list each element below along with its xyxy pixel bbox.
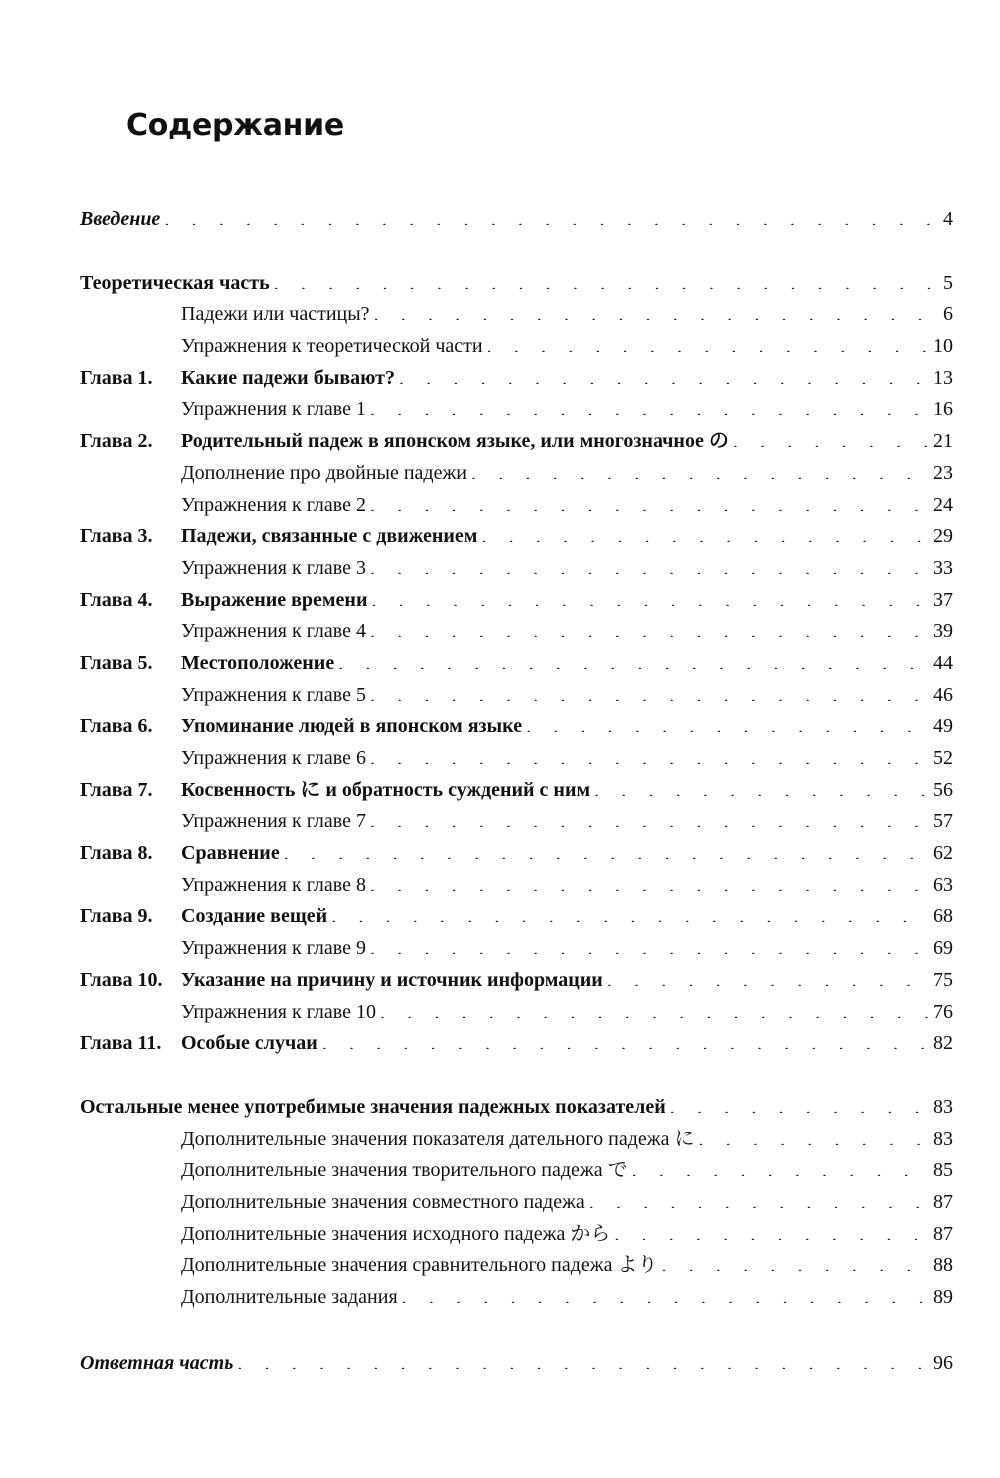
dot-leader bbox=[402, 1283, 931, 1303]
toc-entry-title: Дополнение про двойные падежи bbox=[181, 461, 467, 484]
toc-chapter-entry[interactable] bbox=[80, 1028, 953, 1060]
dot-leader bbox=[164, 205, 937, 225]
toc-page-number: 49 bbox=[933, 715, 953, 738]
toc-page-number: 63 bbox=[933, 873, 953, 896]
toc-entry-title: Ответная часть bbox=[80, 1351, 234, 1374]
toc-entry-title: Упражнения к главе 8 bbox=[181, 873, 366, 896]
dot-leader bbox=[471, 459, 931, 479]
toc-page-number: 57 bbox=[933, 810, 953, 833]
dot-leader bbox=[274, 269, 937, 289]
toc-entry-title: Косвенность に и обратность суждений с ним bbox=[181, 778, 591, 801]
dot-leader bbox=[284, 839, 931, 859]
toc-chapter-label: Глава 1. bbox=[80, 366, 153, 389]
toc-entry-title: Упражнения к главе 4 bbox=[181, 620, 366, 643]
toc-page-number: 89 bbox=[933, 1286, 953, 1308]
toc-entry-title: Выражение времени bbox=[181, 588, 368, 611]
toc-entry-title: Дополнительные значения совместного падежа bbox=[181, 1190, 585, 1213]
toc-subentry[interactable] bbox=[80, 870, 953, 902]
toc-chapter-entry[interactable] bbox=[80, 838, 953, 870]
toc-subentry[interactable] bbox=[80, 1187, 953, 1219]
toc-subentry[interactable] bbox=[80, 997, 953, 1029]
toc-chapter-entry[interactable] bbox=[80, 711, 953, 743]
toc-subentry[interactable] bbox=[80, 553, 953, 585]
toc-page-number: 87 bbox=[933, 1190, 953, 1213]
dot-leader bbox=[237, 1349, 931, 1369]
toc-chapter-entry[interactable] bbox=[80, 775, 953, 807]
toc-entry-title: Упражнения к главе 6 bbox=[181, 747, 366, 769]
dot-leader bbox=[370, 934, 931, 954]
toc-section-entry[interactable] bbox=[80, 268, 953, 300]
toc-page-number: 33 bbox=[933, 556, 953, 579]
toc-subentry[interactable] bbox=[80, 1282, 953, 1314]
toc-page-number: 29 bbox=[933, 525, 953, 548]
dot-leader bbox=[370, 491, 931, 511]
page-title: Содержание bbox=[126, 108, 344, 143]
toc-page-number: 37 bbox=[933, 588, 953, 611]
toc-page-number: 24 bbox=[933, 493, 953, 516]
toc-entry-title: Остальные менее употребимые значения падежных показателей bbox=[80, 1095, 666, 1118]
toc-page-number: 96 bbox=[933, 1351, 953, 1374]
toc-entry-title: Падежи или частицы? bbox=[181, 303, 370, 326]
toc-subentry[interactable] bbox=[80, 490, 953, 522]
toc-entry-title: Особые случаи bbox=[181, 1032, 318, 1055]
toc-entry-title: Введение bbox=[80, 208, 161, 230]
toc-entry-title: Дополнительные значения творительного падежа で bbox=[181, 1159, 628, 1182]
dot-leader bbox=[331, 902, 931, 922]
toc-subentry[interactable] bbox=[80, 458, 953, 490]
toc-entry-title: Теоретическая часть bbox=[80, 271, 270, 294]
toc-entry-title: Родительный падеж в японском языке, или многозначное の bbox=[181, 430, 729, 453]
dot-leader bbox=[370, 617, 931, 637]
toc-page-number: 16 bbox=[933, 398, 953, 421]
toc-chapter-entry[interactable] bbox=[80, 965, 953, 997]
toc-page-number: 39 bbox=[933, 620, 953, 643]
toc-entry-title: Какие падежи бывают? bbox=[181, 366, 395, 389]
toc-page-number: 13 bbox=[933, 366, 953, 389]
toc-subentry[interactable] bbox=[80, 1219, 953, 1251]
dot-leader bbox=[370, 395, 931, 415]
toc-chapter-label: Глава 11. bbox=[80, 1032, 162, 1055]
toc-entry-title: Упражнения к теоретической части bbox=[181, 335, 483, 358]
toc-entry-title: Создание вещей bbox=[181, 905, 328, 928]
toc-chapter-label: Глава 10. bbox=[80, 968, 163, 991]
toc-page-number: 82 bbox=[933, 1032, 953, 1055]
toc-page-number: 44 bbox=[933, 651, 953, 674]
toc-page-number: 76 bbox=[933, 1000, 953, 1023]
dot-leader bbox=[370, 807, 931, 827]
toc-subentry[interactable] bbox=[80, 331, 953, 363]
dot-leader bbox=[370, 554, 931, 574]
toc-page-number: 69 bbox=[933, 937, 953, 960]
toc-page-number: 68 bbox=[933, 905, 953, 928]
toc-entry-title: Сравнение bbox=[181, 842, 280, 865]
toc-page-number: 4 bbox=[943, 208, 953, 230]
toc-entry-title: Падежи, связанные с движением bbox=[181, 525, 478, 548]
dot-leader bbox=[670, 1093, 931, 1113]
toc-chapter-label: Глава 3. bbox=[80, 525, 153, 548]
dot-leader bbox=[614, 1220, 931, 1240]
table-of-contents bbox=[80, 204, 953, 1379]
toc-spacer bbox=[80, 1314, 953, 1348]
toc-chapter-label: Глава 2. bbox=[80, 430, 153, 453]
dot-leader bbox=[594, 776, 931, 796]
toc-subentry[interactable] bbox=[80, 933, 953, 965]
toc-entry-title: Дополнительные значения исходного падежа から bbox=[181, 1222, 611, 1245]
toc-subentry[interactable] bbox=[80, 616, 953, 648]
toc-section-entry[interactable] bbox=[80, 1348, 953, 1380]
toc-section-entry[interactable] bbox=[80, 1092, 953, 1124]
toc-section-entry[interactable] bbox=[80, 204, 953, 236]
dot-leader bbox=[526, 712, 931, 732]
toc-page-number: 62 bbox=[933, 842, 953, 865]
toc-subentry[interactable] bbox=[80, 1155, 953, 1187]
toc-page-number: 85 bbox=[933, 1159, 953, 1182]
dot-leader bbox=[487, 332, 931, 352]
toc-chapter-label: Глава 7. bbox=[80, 778, 153, 801]
toc-page-number: 87 bbox=[933, 1222, 953, 1245]
dot-leader bbox=[399, 364, 931, 384]
dot-leader bbox=[607, 966, 931, 986]
toc-spacer bbox=[80, 236, 953, 268]
dot-leader bbox=[374, 300, 937, 320]
dot-leader bbox=[632, 1156, 931, 1176]
toc-chapter-entry[interactable] bbox=[80, 363, 953, 395]
toc-page-number: 83 bbox=[933, 1095, 953, 1118]
toc-spacer bbox=[80, 1060, 953, 1092]
dot-leader bbox=[481, 522, 931, 542]
toc-chapter-entry[interactable] bbox=[80, 585, 953, 617]
toc-entry-title: Упражнения к главе 3 bbox=[181, 556, 366, 579]
toc-chapter-label: Глава 8. bbox=[80, 842, 153, 865]
toc-entry-title: Упражнения к главе 7 bbox=[181, 810, 366, 833]
toc-entry-title: Местоположение bbox=[181, 651, 335, 674]
toc-chapter-entry[interactable] bbox=[80, 426, 953, 458]
toc-chapter-label: Глава 6. bbox=[80, 715, 153, 738]
dot-leader bbox=[380, 998, 931, 1018]
toc-page-number: 75 bbox=[933, 968, 953, 991]
toc-subentry[interactable] bbox=[80, 806, 953, 838]
toc-page-number: 10 bbox=[933, 335, 953, 358]
toc-subentry[interactable] bbox=[80, 299, 953, 331]
dot-leader bbox=[661, 1251, 931, 1271]
toc-subentry[interactable] bbox=[80, 1124, 953, 1156]
dot-leader bbox=[589, 1188, 931, 1208]
toc-entry-title: Дополнительные задания bbox=[181, 1286, 398, 1308]
toc-page-number: 88 bbox=[933, 1254, 953, 1277]
toc-page-number: 5 bbox=[943, 271, 953, 294]
toc-subentry[interactable] bbox=[80, 1250, 953, 1282]
toc-entry-title: Упражнения к главе 5 bbox=[181, 683, 366, 706]
toc-page-number: 46 bbox=[933, 683, 953, 706]
toc-page-number: 83 bbox=[933, 1127, 953, 1150]
toc-page-number: 56 bbox=[933, 778, 953, 801]
toc-subentry[interactable] bbox=[80, 743, 953, 775]
toc-chapter-label: Глава 9. bbox=[80, 905, 153, 928]
dot-leader bbox=[322, 1029, 931, 1049]
toc-subentry[interactable] bbox=[80, 394, 953, 426]
toc-entry-title: Дополнительные значения сравнительного падежа より bbox=[181, 1254, 658, 1277]
toc-page-number: 6 bbox=[943, 303, 953, 326]
dot-leader bbox=[370, 744, 931, 764]
toc-page-number: 52 bbox=[933, 747, 953, 769]
toc-entry-title: Дополнительные значения показателя дательного падежа に bbox=[181, 1127, 695, 1150]
dot-leader bbox=[370, 871, 931, 891]
dot-leader bbox=[733, 427, 931, 447]
dot-leader bbox=[371, 586, 931, 606]
toc-chapter-entry[interactable] bbox=[80, 648, 953, 680]
toc-entry-title: Упражнения к главе 2 bbox=[181, 493, 366, 516]
toc-chapter-label: Глава 4. bbox=[80, 588, 153, 611]
toc-subentry[interactable] bbox=[80, 680, 953, 712]
toc-entry-title: Упоминание людей в японском языке bbox=[181, 715, 523, 738]
toc-chapter-entry[interactable] bbox=[80, 901, 953, 933]
toc-chapter-label: Глава 5. bbox=[80, 651, 153, 674]
toc-entry-title: Упражнения к главе 1 bbox=[181, 398, 366, 421]
toc-chapter-entry[interactable] bbox=[80, 521, 953, 553]
toc-page-number: 21 bbox=[933, 430, 953, 453]
toc-entry-title: Упражнения к главе 9 bbox=[181, 937, 366, 960]
toc-entry-title: Упражнения к главе 10 bbox=[181, 1000, 376, 1023]
toc-page-number: 23 bbox=[933, 461, 953, 484]
toc-entry-title: Указание на причину и источник информации bbox=[181, 968, 603, 991]
dot-leader bbox=[698, 1125, 931, 1145]
dot-leader bbox=[338, 649, 931, 669]
dot-leader bbox=[370, 681, 931, 701]
